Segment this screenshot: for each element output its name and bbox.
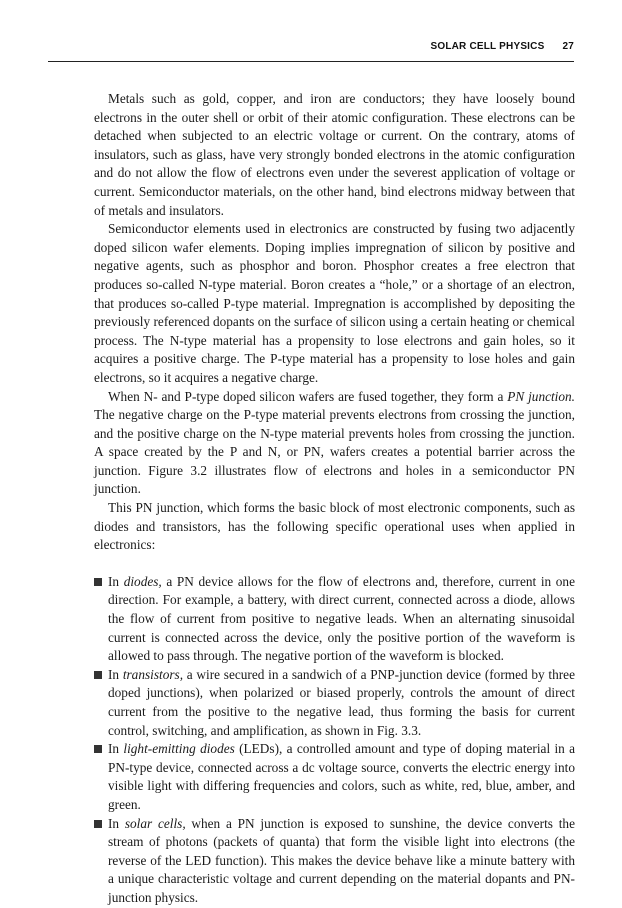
pn-junction-term: PN junction.: [507, 388, 575, 404]
bullet-term: solar cells,: [124, 815, 186, 831]
bullet-item-transistors: [94, 666, 575, 740]
square-bullet-icon: [94, 578, 102, 586]
bullet-item-leds: [94, 740, 575, 814]
bullet-text: a wire secured in a sandwich of a PNP-junction device (formed by three doped junctions), when polarized or biased properly, controls the amount of direct current from the positive to the negative lead, thus forming the basis for current control, switching, and amplification, as shown in Fig. 3.3.: [108, 666, 575, 738]
paragraph-conductors: Metals such as gold, copper, and iron are conductors; they have loosely bound electrons in the outer shell or orbit of their atomic configuration. These electrons can be detached when subjected to an electric voltage or current. On the contrary, atoms of insulators, such as glass, have very strongly bonded electrons in the atomic configuration and do not allow the flow of electrons even under the severest application of voltage or current. Semiconductor materials, on the other hand, bind electrons midway between that of metals and insulators.: [94, 91, 575, 218]
bullet-term: transistors,: [122, 666, 184, 682]
bullet-text: (LEDs), a controlled amount and type of doping material in a PN-type device, connected across a dc voltage source, converts the electric energy into visible light with differing frequencies and colors, such as white, red, blue, amber, and green.: [108, 741, 575, 812]
running-title: SOLAR CELL PHYSICS: [430, 41, 545, 52]
page-number: 27: [562, 41, 574, 52]
pn-text-before: When N- and P-type doped silicon wafers are fused together, they form a: [108, 388, 508, 404]
square-bullet-icon: [94, 745, 102, 753]
page-body: [94, 90, 575, 908]
bullet-text: when a PN junction is exposed to sunshine, the device converts the stream of photons (packets of quanta) that form the visible light into electrons (the reverse of the LED function). This makes the device behave like a minute battery with a unique characteristic voltage and current depending on the material dopants and PN-junction physics.: [108, 815, 575, 905]
uses-bullet-list: [94, 573, 575, 908]
bullet-item-solar-cells: [94, 815, 575, 908]
square-bullet-icon: [94, 820, 102, 828]
bullet-lead: In: [108, 815, 125, 831]
paragraph-intro-uses: This PN junction, which forms the basic block of most electronic components, such as diodes and transistors, has the following specific operational uses when applied in electronics:: [94, 500, 575, 553]
bullet-text: a PN device allows for the flow of electrons and, therefore, current in one direction. For example, a battery, with direct current, connected across a diode, allows the flow of current from positive to negative leads. When an alternating sinusoidal current is connected across the device, only the positive portion of the waveform is allowed to pass through. The negative portion of the waveform is blocked.: [108, 573, 575, 664]
bullet-lead: In: [108, 741, 124, 757]
bullet-lead: In: [108, 573, 124, 589]
paragraph-doping: Semiconductor elements used in electronics are constructed by fusing two adjacently doped silicon wafer elements. Doping implies impregnation of silicon by positive and negative agents, such as phosphor and boron. Phosphor creates a free electron that produces so-called N-type material. Boron creates a “hole,” or a shortage of an electron, that produces so-called P-type material. Impregnation is accomplished by depositing the previously referenced dopants on the surface of silicon using a certain heating or chemical process. The N-type material has a propensity to lose electrons and gain holes, so it acquires a positive charge. The P-type material has a propensity to lose holes and gain electrons, so it acquires a negative charge.: [94, 221, 575, 385]
bullet-lead: In: [108, 666, 123, 682]
running-header: [48, 40, 574, 62]
pn-text-after: The negative charge on the P-type material prevents electrons from crossing the junction, and the positive charge on the N-type material prevents holes from crossing the junction. A space created by the P and N, or PN, wafers creates a potential barrier across the junction. Figure 3.2 illustrates flow of electrons and holes in a semiconductor PN junction.: [94, 407, 575, 497]
bullet-term: light-emitting diodes: [123, 741, 235, 757]
paragraph-pn-junction: [94, 388, 575, 500]
bullet-term: diodes,: [123, 573, 162, 589]
bullet-item-diodes: [94, 573, 575, 666]
square-bullet-icon: [94, 671, 102, 679]
